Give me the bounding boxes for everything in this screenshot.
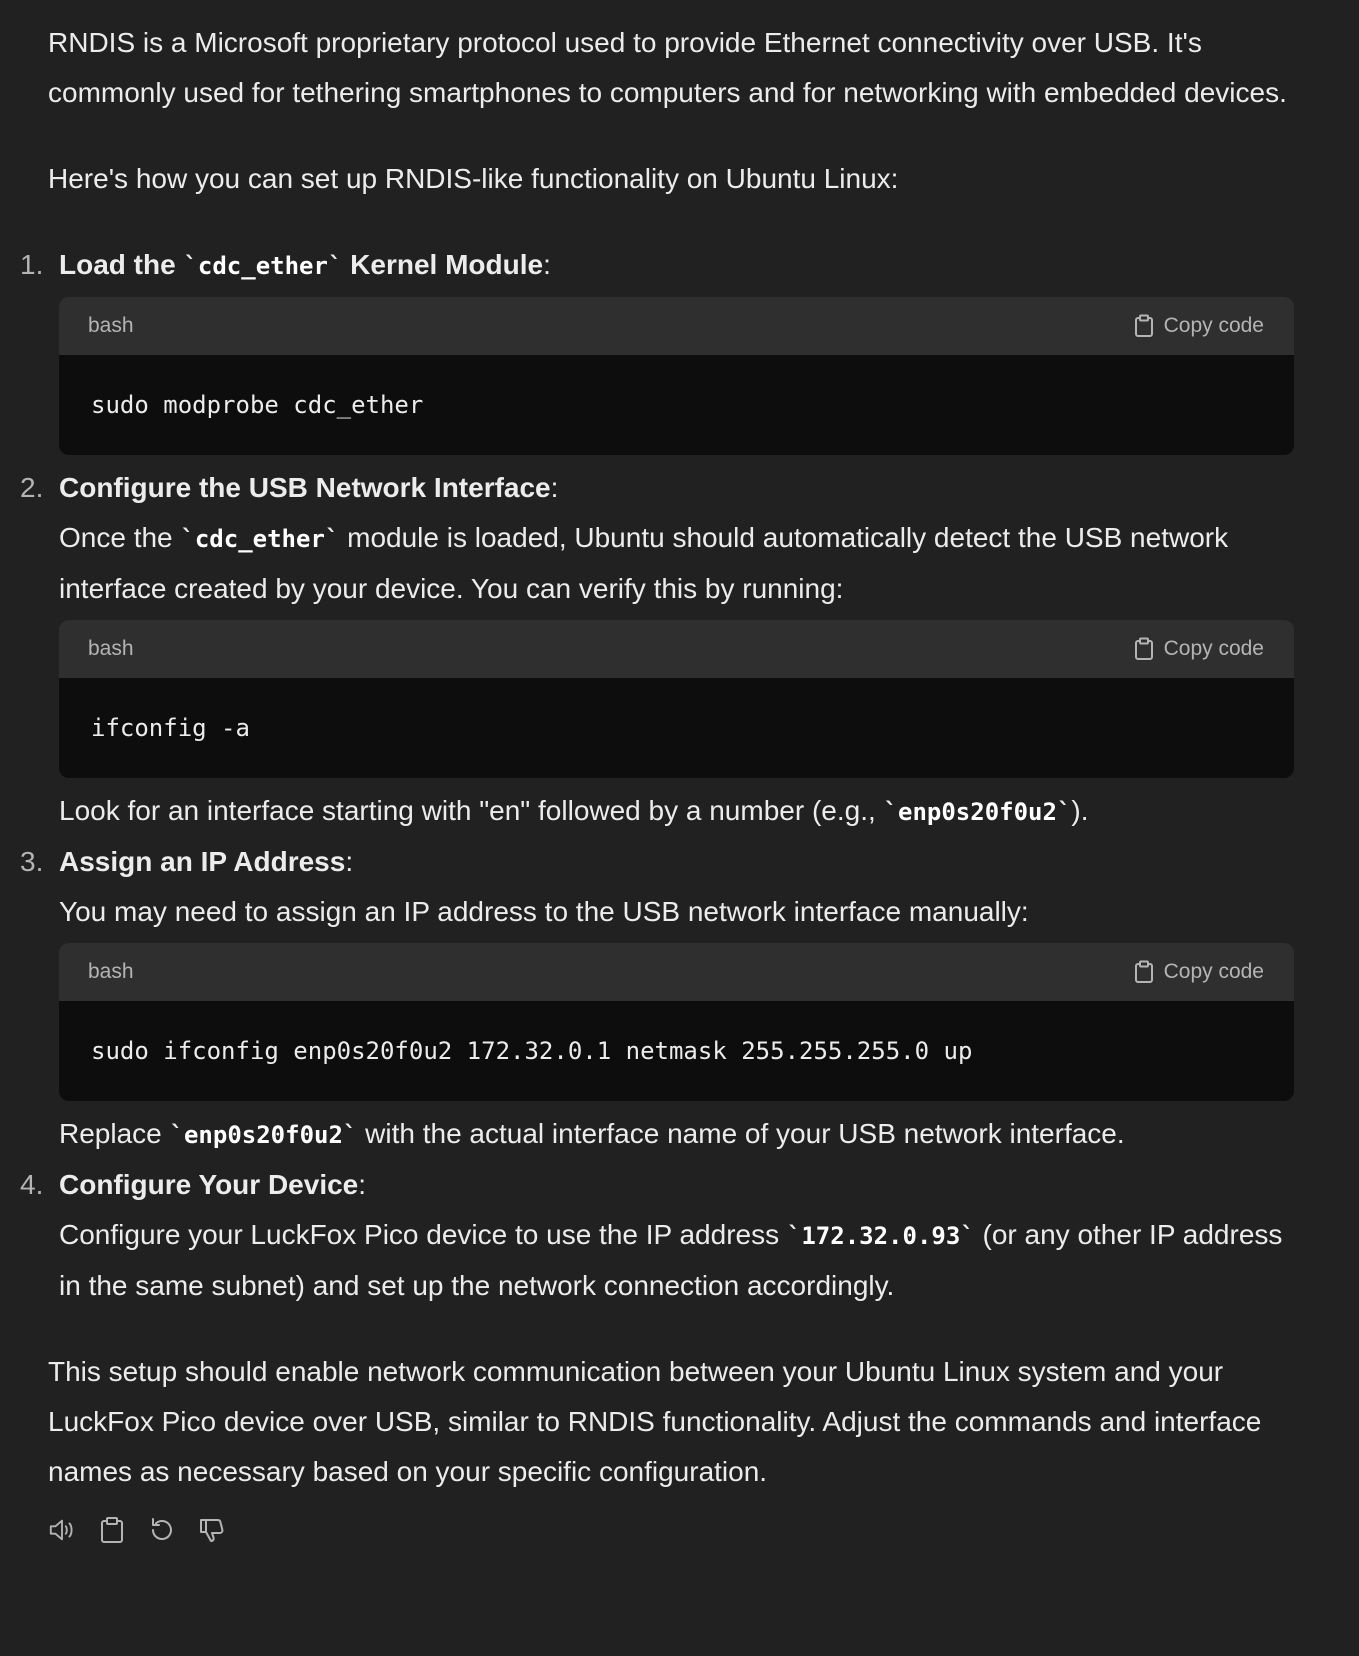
- copy-code-label: Copy code: [1163, 960, 1264, 983]
- list-item: [20, 1160, 1299, 1311]
- regenerate-button[interactable]: [148, 1515, 176, 1545]
- step-text: You may need to assign an IP address to the USB network interface manually:: [59, 896, 1029, 927]
- thumbs-down-button[interactable]: [198, 1515, 226, 1545]
- code-content: ifconfig -a: [59, 678, 1294, 778]
- copy-code-button[interactable]: [1134, 297, 1264, 355]
- step-title: Load the `cdc_ether` Kernel Module:: [59, 249, 551, 280]
- intro-paragraph-1: RNDIS is a Microsoft proprietary protocol used to provide Ethernet connectivity over USB. It's commonly used for tethering smartphones to computers and for networking with embedded devices.: [48, 27, 1287, 108]
- outro-paragraph: This setup should enable network communication between your Ubuntu Linux system and your LuckFox Pico device over USB, similar to RNDIS functionality. Adjust the commands and interface names as necessary based on your specific configuration.: [48, 1356, 1262, 1487]
- code-header: [59, 297, 1294, 355]
- code-block: [59, 943, 1294, 1101]
- list-item: [20, 240, 1299, 455]
- step-note: Look for an interface starting with "en" followed by a number (e.g., `enp0s20f0u2`).: [59, 795, 1089, 826]
- copy-button[interactable]: [98, 1515, 126, 1545]
- code-block: [59, 297, 1294, 455]
- inline-code: cdc_ether: [197, 252, 328, 280]
- copy-code-button[interactable]: [1134, 620, 1264, 678]
- code-content: sudo ifconfig enp0s20f0u2 172.32.0.1 netmask 255.255.255.0 up: [59, 1001, 1294, 1101]
- list-item: [20, 463, 1299, 837]
- step-number: 1.: [20, 249, 44, 280]
- thumbs-down-icon: [198, 1516, 226, 1544]
- step-number: 4.: [20, 1169, 44, 1200]
- code-content: sudo modprobe cdc_ether: [59, 355, 1294, 455]
- step-number: 2.: [20, 472, 44, 503]
- read-aloud-icon: [48, 1516, 76, 1544]
- clipboard-icon: [1134, 960, 1154, 984]
- regenerate-icon: [148, 1516, 176, 1544]
- step-number: 3.: [20, 846, 44, 877]
- code-language: bash: [88, 637, 134, 660]
- read-aloud-button[interactable]: [48, 1515, 76, 1545]
- code-header: [59, 620, 1294, 678]
- step-text: Configure your LuckFox Pico device to use the IP address `172.32.0.93` (or any other IP address in the same subnet) and set up the network connection accordingly.: [59, 1219, 1283, 1301]
- code-header: [59, 943, 1294, 1001]
- copy-code-button[interactable]: [1134, 943, 1264, 1001]
- intro-paragraph-2: Here's how you can set up RNDIS-like functionality on Ubuntu Linux:: [48, 163, 899, 194]
- inline-code: cdc_ether: [194, 525, 325, 553]
- inline-code: 172.32.0.93: [801, 1222, 961, 1250]
- code-language: bash: [88, 314, 134, 337]
- step-title: Configure Your Device:: [59, 1169, 367, 1200]
- step-title: Configure the USB Network Interface:: [59, 472, 559, 503]
- steps-list: [0, 240, 1359, 1311]
- message-actions: [48, 1515, 1359, 1545]
- clipboard-icon: [1134, 314, 1154, 338]
- code-block: [59, 620, 1294, 778]
- step-note: Replace `enp0s20f0u2` with the actual interface name of your USB network interface.: [59, 1118, 1125, 1149]
- clipboard-icon: [1134, 637, 1154, 661]
- code-language: bash: [88, 960, 134, 983]
- inline-code: enp0s20f0u2: [898, 798, 1057, 826]
- step-title: Assign an IP Address:: [59, 846, 354, 877]
- list-item: [20, 837, 1299, 1160]
- copy-code-label: Copy code: [1163, 314, 1264, 337]
- copy-icon: [100, 1516, 124, 1544]
- copy-code-label: Copy code: [1163, 637, 1264, 660]
- step-text: Once the `cdc_ether` module is loaded, Ubuntu should automatically detect the USB network interface created by your device. You can verify this by running:: [59, 522, 1229, 604]
- inline-code: enp0s20f0u2: [183, 1121, 343, 1149]
